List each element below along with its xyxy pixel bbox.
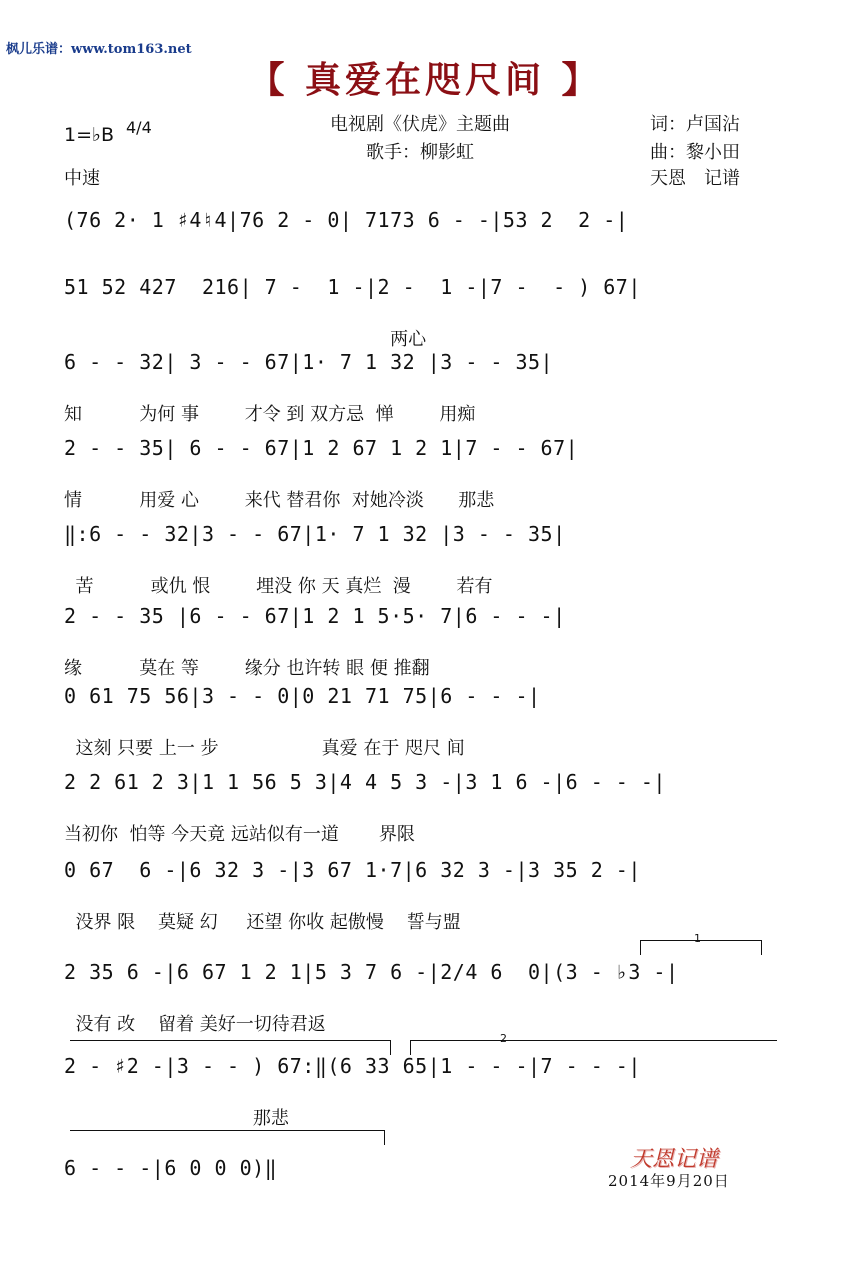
volta-bracket-2-cont [70,1130,385,1145]
transcriber: 天恩 记谱 [650,168,740,189]
lyrics: 知 为何 事 才令 到 双方忌 惮 用痴 [64,404,476,425]
notes: 0 67 6 -|6 32 3 -|3 67 1·7|6 32 3 -|3 35 2 -| [64,858,641,882]
score-row-6 [64,604,784,679]
singer: 歌手：柳影虹 [366,142,474,163]
lyrics: 两心 [64,329,427,350]
score-row-3 [64,350,784,425]
notes: 2 35 6 -|6 67 1 2 1|5 3 7 6 -|2/4 6 0|(3 - ♭3 -| [64,960,679,984]
score-row-1 [64,208,784,268]
song-title: 【 真爱在咫尺间 】 [248,60,602,101]
tempo: 中速 [64,168,100,189]
lyrics: 没界 限 莫疑 幻 还望 你收 起傲慢 誓与盟 [64,912,461,933]
lyrics: 苦 或仇 恨 埋没 你 天 真烂 漫 若有 [64,576,493,597]
notes: 0 61 75 56|3 - - 0|0 21 71 75|6 - - -| [64,684,541,708]
lyricist: 词：卢国沾 [650,114,740,135]
volta-label-1: 1 [694,932,701,945]
lyrics: 那悲 [64,1108,289,1129]
volta-bracket-2 [410,1040,777,1055]
notes: 6 - - 32| 3 - - 67|1· 7 1 32 |3 - - 35| [64,350,554,374]
lyrics: 没有 改 留着 美好一切待君返 [64,1014,326,1035]
score-row-2 [64,275,784,350]
volta-bracket-1 [640,940,762,955]
notes: 2 - - 35 |6 - - 67|1 2 1 5·5· 7|6 - - -| [64,604,566,628]
notes: 2 2 61 2 3|1 1 56 5 3|4 4 5 3 -|3 1 6 -|6 - - -| [64,770,666,794]
score-row-4 [64,436,784,511]
volta-label-2: 2 [500,1032,507,1045]
notes: 2 - ♯2 -|3 - - ) 67:‖(6 33 65|1 - - -|7 - - -| [64,1054,641,1078]
score-row-7 [64,684,784,759]
date: 2014年9月20日 [608,1172,730,1190]
lyrics: 当初你 怕等 今天竟 远站似有一道 界限 [64,824,415,845]
lyrics: 缘 莫在 等 缘分 也许转 眼 便 推翻 [64,658,430,679]
score-row-5 [64,522,784,597]
notes: ‖:6 - - 32|3 - - 67|1· 7 1 32 |3 - - 35| [64,522,566,546]
score-row-8 [64,770,784,845]
notes: 51 52 427 216| 7 - 1 -|2 - 1 -|7 - - ) 67| [64,275,641,299]
key-signature: 1=♭B [64,124,115,146]
transcriber-signature: 天恩记谱 [630,1147,719,1172]
notes: (76 2· 1 ♯4♮4|76 2 - 0| 7173 6 - -|53 2 2 -| [64,208,629,232]
volta-bracket-1-cont [70,1040,391,1055]
notes: 2 - - 35| 6 - - 67|1 2 67 1 2 1|7 - - 67| [64,436,579,460]
subtitle: 电视剧《伏虎》主题曲 [330,114,510,135]
lyrics: 情 用爱 心 来代 替君你 对她冷淡 那悲 [64,490,495,511]
score-row-9 [64,858,784,933]
score-row-11 [64,1054,784,1129]
lyrics: 这刻 只要 上一 步 真爱 在于 咫尺 间 [64,738,465,759]
site-watermark: 枫儿乐谱：www.tom163.net [6,42,192,57]
notes: 6 - - -|6 0 0 0)‖ [64,1156,278,1180]
score-row-10 [64,960,784,1035]
composer: 曲：黎小田 [650,142,740,163]
time-signature: 4/4 [126,118,152,137]
